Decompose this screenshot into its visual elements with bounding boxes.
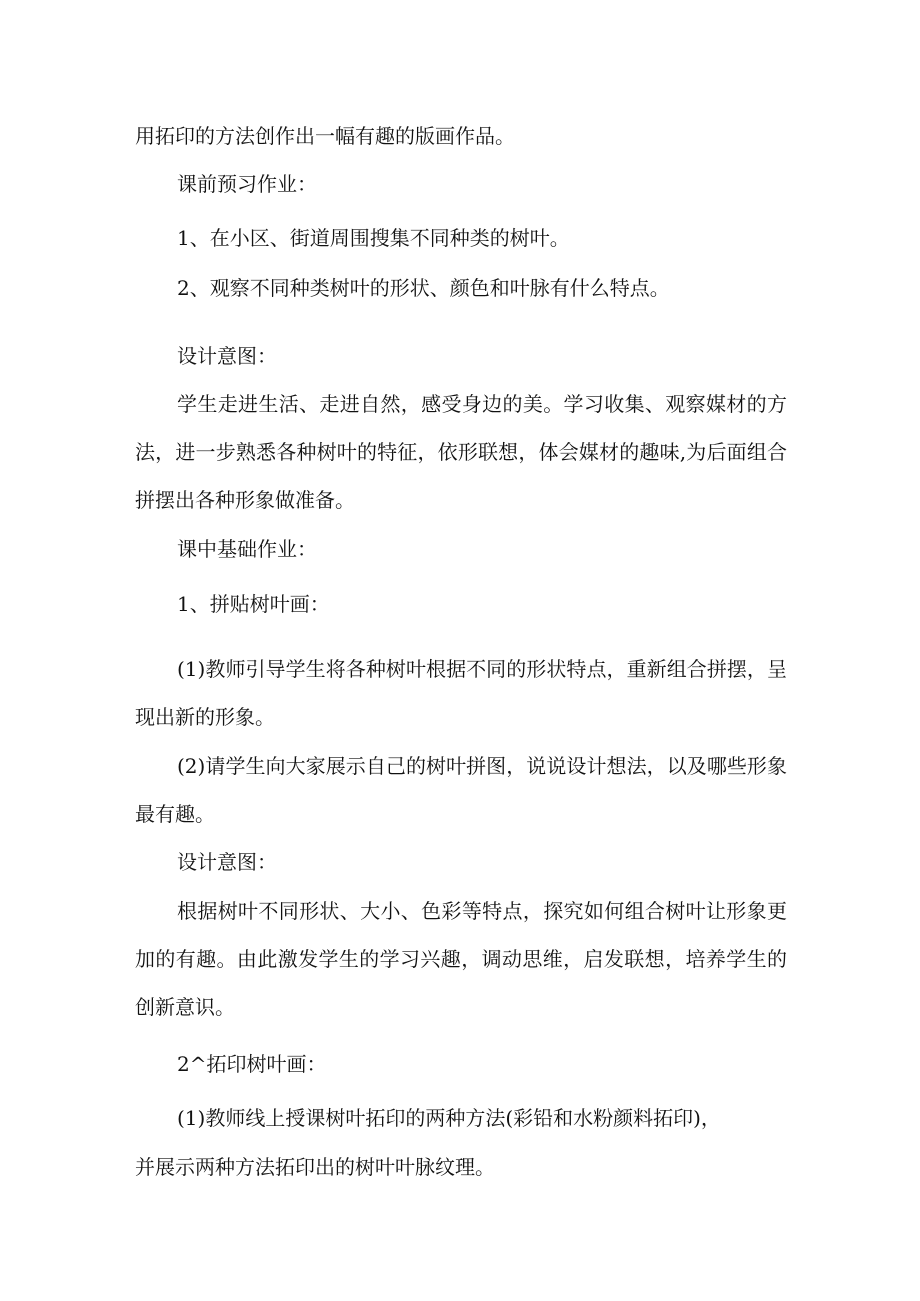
paragraph-line: 根据树叶不同形状、大小、色彩等特点，探究如何组合树叶让形象更 bbox=[177, 899, 787, 923]
paragraph-line: (1)教师引导学生将各种树叶根据不同的形状特点，重新组合拼摆，呈 bbox=[177, 657, 787, 681]
list-item-1: 1、在小区、街道周围搜集不同种类的树叶。 bbox=[177, 226, 570, 250]
paragraph-line: (2)请学生向大家展示自己的树叶拼图，说说设计想法，以及哪些形象 bbox=[177, 754, 787, 778]
paragraph-line: 拼摆出各种形象做准备。 bbox=[135, 488, 355, 512]
heading-design-intent-1: 设计意图： bbox=[177, 344, 277, 368]
paragraph-line: 加的有趣。由此激发学生的学习兴趣，调动思维，启发联想，培养学生的 bbox=[135, 947, 787, 971]
heading-in-class-homework: 课中基础作业： bbox=[177, 537, 317, 561]
paragraph-line: 学生走进生活、走进自然，感受身边的美。学习收集、观察媒材的方 bbox=[177, 392, 787, 416]
heading-preview-homework: 课前预习作业： bbox=[177, 172, 317, 196]
paragraph-line: 现出新的形象。 bbox=[135, 705, 275, 729]
paragraph-line: 并展示两种方法拓印出的树叶叶脉纹理。 bbox=[135, 1155, 495, 1179]
paragraph-line: 最有趣。 bbox=[135, 802, 215, 826]
paragraph-line: (1)教师线上授课树叶拓印的两种方法(彩铅和水粉颜料拓印)， bbox=[177, 1106, 721, 1130]
list-item-2: 2、观察不同种类树叶的形状、颜色和叶脉有什么特点。 bbox=[177, 276, 670, 300]
heading-design-intent-2: 设计意图： bbox=[177, 850, 277, 874]
paragraph-line: 法，进一步熟悉各种树叶的特征，依形联想，体会媒材的趣味,为后面组合 bbox=[135, 440, 787, 464]
paragraph-line: 创新意识。 bbox=[135, 995, 235, 1019]
subheading-leaf-collage: 1、拼贴树叶画： bbox=[177, 592, 330, 616]
subheading-leaf-rubbing: 2^拓印树叶画： bbox=[177, 1052, 327, 1076]
text-line-1: 用拓印的方法创作出一幅有趣的版画作品。 bbox=[135, 124, 515, 148]
